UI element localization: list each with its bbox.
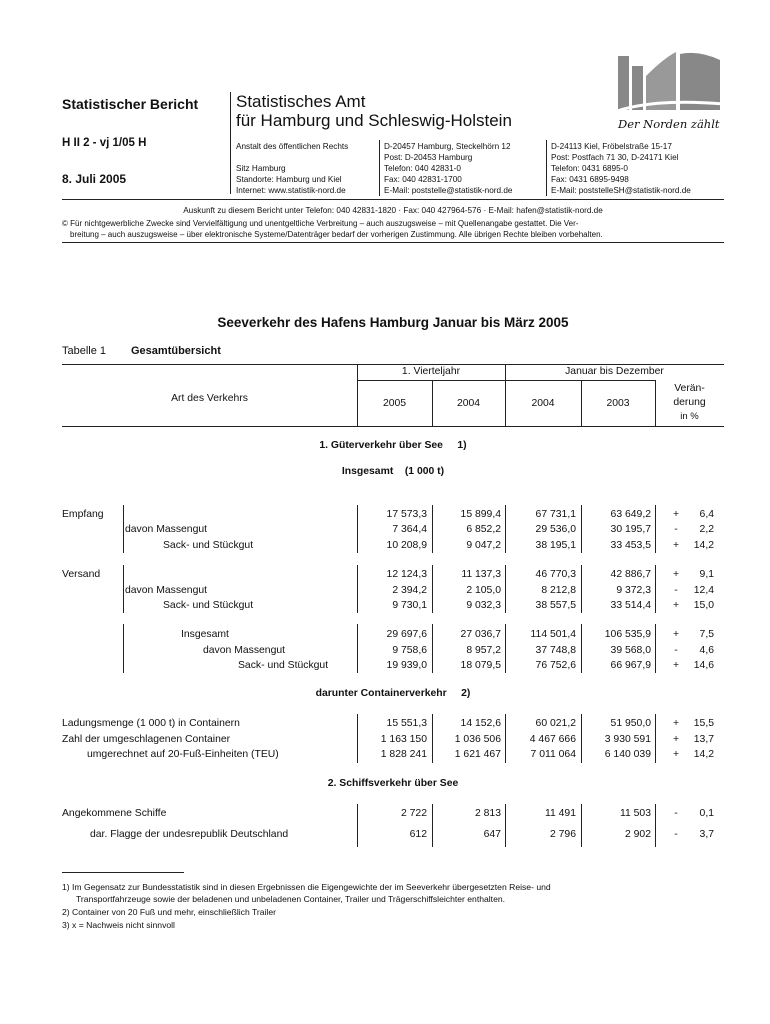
row-label: Ladungsmenge (1 000 t) in Containern xyxy=(62,718,240,729)
col-divider xyxy=(655,804,656,847)
col-divider xyxy=(505,505,506,553)
row-label: Sack- und Stückgut xyxy=(163,540,254,551)
cell-value: 51 950,0 xyxy=(610,718,651,729)
table-title: Gesamtübersicht xyxy=(131,345,221,357)
change-sign: - xyxy=(674,829,678,840)
change-value: 2,2 xyxy=(699,524,714,535)
cell-value: 6 852,2 xyxy=(466,524,501,535)
row-label: Empfang xyxy=(62,509,104,520)
indent-divider xyxy=(123,565,124,613)
row-label: dar. Flagge der undesrepublik Deutschland xyxy=(90,829,289,840)
divider xyxy=(379,140,380,196)
col-divider xyxy=(655,714,656,763)
cell-value: 33 514,4 xyxy=(610,600,651,611)
section-container: darunter Containerverkehr 2) xyxy=(315,688,471,699)
cell-value: 2 394,2 xyxy=(392,585,427,596)
footnote-3: 3) x = Nachweis nicht sinnvoll xyxy=(62,920,175,930)
change-sign: - xyxy=(674,585,678,596)
col-divider xyxy=(357,714,358,763)
col-divider xyxy=(655,565,656,613)
footnote-1-cont: Transportfahrzeuge sowie der beladenen und unbeladenen Container, Trailer und Trägerschiffsleichter enthalten. xyxy=(76,894,506,904)
col-divider xyxy=(432,624,433,673)
cell-value: 9 372,3 xyxy=(616,585,651,596)
section-gueterverkehr: 1. Güterverkehr über See 1) xyxy=(319,440,467,451)
cell-value: 29 536,0 xyxy=(535,524,576,535)
copyright-line-1: © Für nichtgewerbliche Zwecke sind Vervielfältigung und unentgeltliche Verbreitung – auch auszugsweise – mit Quellenangabe gestattet. Die Ver- xyxy=(62,219,579,228)
address-col-3: D-24113 Kiel, Fröbelstraße 15-17 Post: Postfach 71 30, D-24171 Kiel Telefon: 0431 6895-0 Fax: 0431 6895-9498 E-Mail: poststelleSH@statistik-nord.de xyxy=(551,142,691,195)
change-sign: + xyxy=(672,629,680,640)
rule xyxy=(62,242,724,243)
change-sign: + xyxy=(672,734,680,745)
table-label: Tabelle 1 xyxy=(62,345,107,357)
col-divider xyxy=(655,624,656,673)
cell-value: 9 047,2 xyxy=(466,540,501,551)
cell-value: 7 011 064 xyxy=(530,749,576,760)
contact-line: Auskunft zu diesem Bericht unter Telefon: 040 42831-1820 · Fax: 040 427964-576 · E-Mail: hafen@statistik-nord.de xyxy=(183,206,603,215)
address-col-2: D-20457 Hamburg, Steckelhörn 12 Post: D-20453 Hamburg Telefon: 040 42831-0 Fax: 040 42831-1700 E-Mail: poststelle@statistik-nord.de xyxy=(384,142,513,195)
indent-divider xyxy=(123,505,124,553)
office-name-line1: Statistisches Amt xyxy=(236,92,366,111)
change-value: 12,4 xyxy=(693,585,714,596)
row-label: Sack- und Stückgut xyxy=(163,600,254,611)
cell-value: 114 501,4 xyxy=(530,629,576,640)
section-insgesamt: Insgesamt (1 000 t) xyxy=(341,466,445,477)
col-divider xyxy=(505,714,506,763)
cell-value: 12 124,3 xyxy=(386,569,427,580)
cell-value: 30 195,7 xyxy=(610,524,651,535)
col-divider xyxy=(357,505,358,553)
col-divider xyxy=(581,714,582,763)
cell-value: 66 967,9 xyxy=(610,660,651,671)
cell-value: 67 731,1 xyxy=(535,509,576,520)
cell-value: 9 730,1 xyxy=(392,600,427,611)
office-name-line2: für Hamburg und Schleswig-Holstein xyxy=(236,111,512,130)
cell-value: 647 xyxy=(483,829,501,840)
header-divider xyxy=(230,92,231,194)
change-value: 13,7 xyxy=(693,734,714,745)
cell-value: 1 163 150 xyxy=(380,734,427,745)
cell-value: 33 453,5 xyxy=(610,540,651,551)
cell-value: 42 886,7 xyxy=(610,569,651,580)
cell-value: 2 722 xyxy=(400,808,427,819)
change-value: 4,6 xyxy=(699,645,714,656)
table-top-rule xyxy=(62,364,724,365)
change-value: 7,5 xyxy=(699,629,714,640)
cell-value: 63 649,2 xyxy=(610,509,651,520)
report-date: 8. Juli 2005 xyxy=(62,172,127,186)
indent-divider xyxy=(123,624,124,673)
col-divider xyxy=(432,565,433,613)
cell-value: 17 573,3 xyxy=(386,509,427,520)
cell-value: 38 557,5 xyxy=(535,600,576,611)
row-label: umgerechnet auf 20-Fuß-Einheiten (TEU) xyxy=(87,749,279,760)
rule xyxy=(62,199,724,200)
cell-value: 612 xyxy=(409,829,427,840)
cell-value: 2 796 xyxy=(549,829,576,840)
change-sign: + xyxy=(672,600,680,611)
address-col-1: Anstalt des öffentlichen Rechts Sitz Hamburg Standorte: Hamburg und Kiel Internet: www.statistik-nord.de xyxy=(236,142,349,195)
cell-value: 8 957,2 xyxy=(466,645,501,656)
cell-value: 8 212,8 xyxy=(541,585,576,596)
cell-value: 1 036 506 xyxy=(454,734,501,745)
row-label: Angekommene Schiffe xyxy=(62,808,167,819)
report-code: H II 2 - vj 1/05 H xyxy=(62,137,147,149)
cell-value: 2 902 xyxy=(624,829,651,840)
cell-value: 106 535,9 xyxy=(604,629,651,640)
col-header-change: Verän- derung in % xyxy=(673,383,706,422)
cell-value: 11 137,3 xyxy=(461,569,501,580)
row-label: Insgesamt xyxy=(181,629,229,640)
cell-value: 10 208,9 xyxy=(386,540,427,551)
row-label: davon Massengut xyxy=(125,585,208,596)
cell-value: 38 195,1 xyxy=(535,540,576,551)
cell-value: 11 491 xyxy=(544,808,576,819)
row-label: Versand xyxy=(62,569,101,580)
change-value: 14,2 xyxy=(693,749,714,760)
col-header-2004a: 2004 xyxy=(456,398,481,409)
change-value: 14,2 xyxy=(693,540,714,551)
cell-value: 18 079,5 xyxy=(460,660,501,671)
cell-value: 2 813 xyxy=(474,808,501,819)
change-sign: + xyxy=(672,660,680,671)
col-divider xyxy=(505,624,506,673)
statistik-nord-logo-icon xyxy=(614,48,724,120)
col-divider xyxy=(505,565,506,613)
cell-value: 1 828 241 xyxy=(380,749,427,760)
change-value: 0,1 xyxy=(699,808,714,819)
cell-value: 15 551,3 xyxy=(386,718,427,729)
group-rule xyxy=(357,380,655,381)
cell-value: 3 930 591 xyxy=(604,734,651,745)
section-schiffsverkehr: 2. Schiffsverkehr über See xyxy=(327,778,459,789)
col-divider xyxy=(581,624,582,673)
col-divider xyxy=(357,565,358,613)
col-divider xyxy=(357,804,358,847)
header-bottom-rule xyxy=(62,426,724,427)
change-sign: - xyxy=(674,808,678,819)
cell-value: 1 621 467 xyxy=(454,749,501,760)
change-value: 15,0 xyxy=(693,600,714,611)
col-divider xyxy=(432,505,433,553)
col-header-art: Art des Verkehrs xyxy=(171,393,248,404)
col-divider xyxy=(432,714,433,763)
col-divider xyxy=(581,804,582,847)
row-label: davon Massengut xyxy=(125,524,208,535)
logo-tagline: Der Norden zählt xyxy=(618,117,720,131)
cell-value: 11 503 xyxy=(619,808,651,819)
row-label: davon Massengut xyxy=(203,645,286,656)
col-header-2005: 2005 xyxy=(382,398,407,409)
cell-value: 27 036,7 xyxy=(460,629,501,640)
footnote-2: 2) Container von 20 Fuß und mehr, einschließlich Trailer xyxy=(62,907,276,917)
col-group-year: Januar bis Dezember xyxy=(565,366,664,377)
change-sign: - xyxy=(674,524,678,535)
change-value: 14,6 xyxy=(693,660,714,671)
cell-value: 2 105,0 xyxy=(466,585,501,596)
col-divider xyxy=(581,565,582,613)
col-header-2003: 2003 xyxy=(606,398,630,409)
col-divider xyxy=(432,804,433,847)
cell-value: 9 032,3 xyxy=(466,600,501,611)
cell-value: 60 021,2 xyxy=(535,718,576,729)
page-title: Seeverkehr des Hafens Hamburg Januar bis März 2005 xyxy=(217,315,569,330)
cell-value: 4 467 666 xyxy=(529,734,576,745)
cell-value: 39 568,0 xyxy=(610,645,651,656)
copyright-line-2: breitung – auch auszugsweise – über elektronische Systeme/Datenträger bedarf der vorherigen Zustimmung. Alle übrigen Rechte bleiben vorbehalten. xyxy=(70,230,603,239)
cell-value: 19 939,0 xyxy=(386,660,427,671)
cell-value: 9 758,6 xyxy=(392,645,427,656)
footnote-rule xyxy=(62,872,184,873)
change-sign: + xyxy=(672,718,680,729)
cell-value: 76 752,6 xyxy=(535,660,576,671)
row-label: Sack- und Stückgut xyxy=(238,660,329,671)
change-sign: + xyxy=(672,749,680,760)
cell-value: 15 899,4 xyxy=(460,509,501,520)
col-divider xyxy=(581,505,582,553)
change-value: 6,4 xyxy=(699,509,714,520)
divider xyxy=(546,140,547,196)
col-divider xyxy=(505,804,506,847)
cell-value: 37 748,8 xyxy=(535,645,576,656)
change-sign: + xyxy=(672,509,680,520)
change-sign: - xyxy=(674,645,678,656)
change-sign: + xyxy=(672,569,680,580)
change-value: 15,5 xyxy=(693,718,714,729)
col-group-quarter: 1. Vierteljahr xyxy=(401,366,461,377)
change-value: 3,7 xyxy=(699,829,714,840)
col-header-2004b: 2004 xyxy=(531,398,555,409)
footnote-1: 1) Im Gegensatz zur Bundesstatistik sind in diesen Ergebnissen die Eigengewichte der im Seeverkehr übergesetzten Reise- und xyxy=(62,882,551,892)
cell-value: 14 152,6 xyxy=(460,718,501,729)
change-sign: + xyxy=(672,540,680,551)
change-value: 9,1 xyxy=(699,569,714,580)
cell-value: 7 364,4 xyxy=(392,524,427,535)
col-divider xyxy=(655,505,656,553)
cell-value: 46 770,3 xyxy=(535,569,576,580)
cell-value: 29 697,6 xyxy=(386,629,427,640)
report-type: Statistischer Bericht xyxy=(62,96,199,112)
cell-value: 6 140 039 xyxy=(604,749,651,760)
row-label: Zahl der umgeschlagenen Container xyxy=(62,734,231,745)
col-divider xyxy=(357,624,358,673)
